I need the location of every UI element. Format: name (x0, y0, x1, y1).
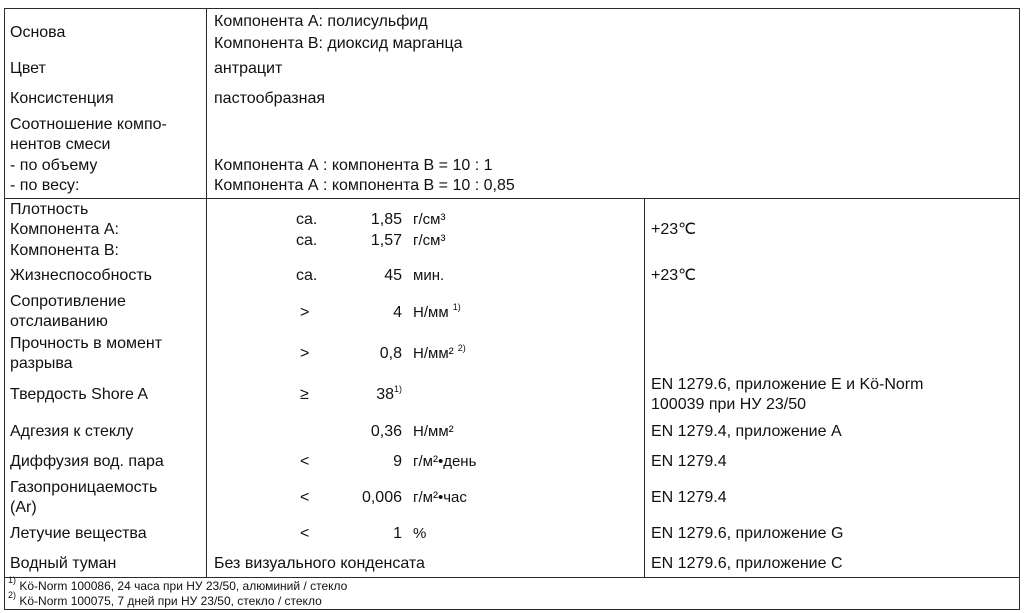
footnote-1 (8, 575, 348, 593)
row-consistency-value: пастообразная (214, 90, 326, 107)
row-tensile-unit: Н/мм² (413, 345, 454, 362)
row-density-qual-b: ca. (296, 232, 318, 249)
row-tensile-footnote-mark: 2) (457, 343, 466, 353)
row-density-qual-a: ca. (296, 211, 318, 228)
row-peel-unit: Н/мм (413, 304, 449, 321)
row-shore-footnote-mark: 1) (393, 384, 402, 394)
row-density-value-b: 1,57 (370, 232, 402, 249)
row-peel-footnote-mark: 1) (452, 302, 461, 312)
row-volatile-qual: < (300, 525, 310, 542)
row-volatile-label: Летучие вещества (10, 525, 147, 542)
row-ratio-label-1: Соотношение компо- (10, 116, 167, 133)
row-fog-standard: EN 1279.6, приложение С (651, 555, 843, 572)
row-color-value: антрацит (214, 60, 283, 77)
row-vapor-label: Диффузия вод. пара (10, 453, 164, 470)
row-ratio-volume-value: Компонента А : компонента В = 10 : 1 (214, 157, 493, 174)
row-shore-standard-2: 100039 при НУ 23/50 (651, 396, 806, 413)
row-vapor-unit: г/м²•день (413, 453, 477, 470)
column-divider-1 (206, 8, 207, 578)
row-ratio-volume-label: - по объему (10, 157, 98, 174)
row-fog-value: Без визуального конденсата (214, 555, 425, 572)
row-pot-life-unit: мин. (413, 267, 445, 284)
row-density-label-2: Компонента А: (10, 221, 119, 238)
row-volatile-value: 1 (393, 525, 402, 542)
table-border-left (4, 8, 5, 610)
row-peel-qual: > (300, 304, 310, 321)
row-tensile-qual: > (300, 345, 310, 362)
row-adhesion-unit: Н/мм² (413, 423, 454, 440)
row-peel-value: 4 (393, 304, 402, 321)
footnote-2 (8, 590, 322, 608)
row-volatile-standard: EN 1279.6, приложение G (651, 525, 844, 542)
row-density-value-a: 1,85 (370, 211, 402, 228)
row-base-label: Основа (10, 24, 66, 41)
footnote-divider (4, 577, 1020, 578)
row-peel-unit-group (413, 304, 461, 322)
row-shore-value-group (340, 386, 402, 404)
row-pot-life-value: 45 (384, 267, 402, 284)
row-ratio-weight-value: Компонента А : компонента В = 10 : 0,85 (214, 177, 515, 194)
row-adhesion-label: Адгезия к стеклу (10, 423, 134, 440)
row-shore-value: 38 (376, 386, 394, 403)
row-gas-label-1: Газопроницаемость (10, 479, 158, 496)
row-volatile-unit: % (413, 525, 427, 542)
row-gas-label-2: (Ar) (10, 499, 37, 516)
footnote-2-mark: 2) (8, 590, 17, 600)
footnote-1-mark: 1) (8, 575, 17, 585)
row-adhesion-value: 0,36 (370, 423, 402, 440)
row-gas-value: 0,006 (361, 489, 402, 506)
row-ratio-weight-label: - по весу: (10, 177, 80, 194)
row-density-label-3: Компонента В: (10, 242, 119, 259)
table-border-top (4, 8, 1020, 9)
row-base-value-b: Компонента В: диоксид марганца (214, 35, 463, 52)
row-ratio-label-2: нентов смеси (10, 136, 111, 153)
row-peel-label-1: Сопротивление (10, 293, 126, 310)
row-tensile-value: 0,8 (379, 345, 402, 362)
row-pot-life-condition: +23℃ (651, 267, 697, 284)
row-fog-label: Водный туман (10, 555, 117, 572)
row-gas-standard: EN 1279.4 (651, 489, 727, 506)
table-border-right (1019, 8, 1020, 610)
row-density-unit-a: г/см³ (413, 211, 446, 228)
row-shore-standard-1: EN 1279.6, приложение Е и Kö-Norm (651, 376, 924, 393)
row-consistency-label: Консистенция (10, 90, 114, 107)
row-color-label: Цвет (10, 60, 46, 77)
row-pot-life-label: Жизнеспособность (10, 267, 152, 284)
row-vapor-value: 9 (393, 453, 402, 470)
row-vapor-qual: < (300, 453, 310, 470)
footnote-1-text: Kö-Norm 100086, 24 часа при НУ 23/50, алюминий / стекло (19, 579, 348, 593)
table-border-bottom (4, 609, 1020, 610)
row-density-unit-b: г/см³ (413, 232, 446, 249)
row-shore-label: Твердость Shore A (10, 386, 149, 403)
row-tensile-unit-group (413, 345, 466, 363)
row-shore-qual: ≥ (300, 386, 309, 403)
row-peel-label-2: отслаиванию (10, 313, 108, 330)
footnote-2-text: Kö-Norm 100075, 7 дней при НУ 23/50, стекло / стекло (19, 594, 322, 608)
row-base-value-a: Компонента А: полисульфид (214, 13, 428, 30)
section-divider (4, 198, 1020, 199)
row-adhesion-standard: EN 1279.4, приложение А (651, 423, 842, 440)
row-density-label-1: Плотность (10, 201, 89, 218)
row-gas-unit: г/м²•час (413, 489, 467, 506)
row-pot-life-qual: ca. (296, 267, 318, 284)
column-divider-2 (644, 198, 645, 578)
row-tensile-label-2: разрыва (10, 355, 73, 372)
row-tensile-label-1: Прочность в момент (10, 335, 163, 352)
row-density-condition: +23℃ (651, 221, 697, 238)
row-vapor-standard: EN 1279.4 (651, 453, 727, 470)
row-gas-qual: < (300, 489, 310, 506)
